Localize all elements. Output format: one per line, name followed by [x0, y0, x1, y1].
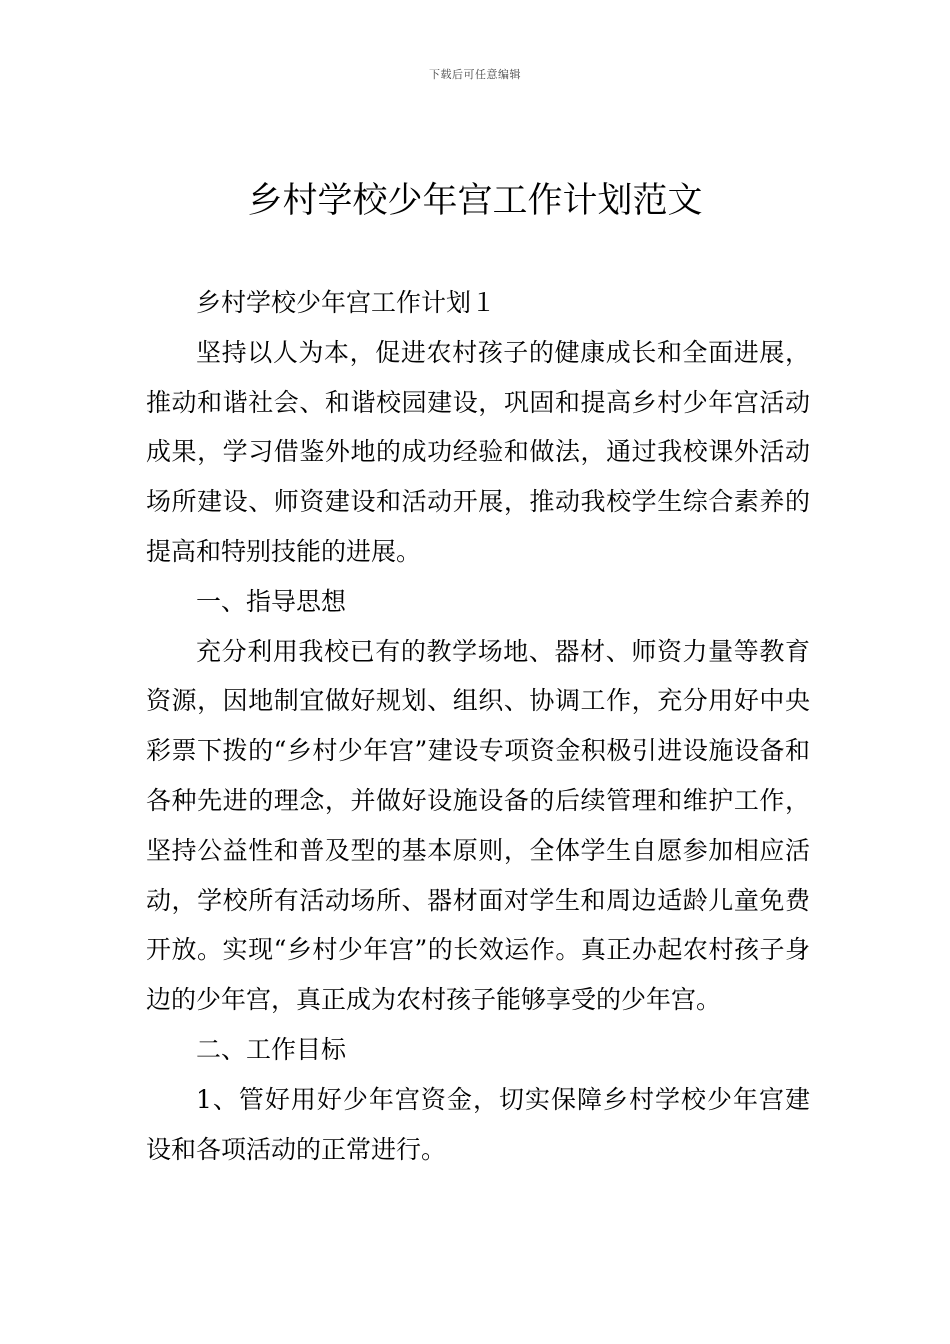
intro-paragraph: 坚持以人为本，促进农村孩子的健康成长和全面进展，推动和谐社会、和谐校园建设，巩固和提高乡村少年宫活动成果，学习借鉴外地的成功经验和做法，通过我校课外活动场所建设、师资建设和活动开展，推动我校学生综合素养的提高和特别技能的进展。 [146, 337, 810, 566]
section-heading-work-goals: 二、工作目标 [196, 1034, 347, 1064]
document-body [146, 278, 810, 1174]
section-paragraph-guiding-ideology: 充分利用我校已有的教学场地、器材、师资力量等教育资源，因地制宜做好规划、组织、协调工作，充分用好中央彩票下拨的“乡村少年宫”建设专项资金积极引进设施设备和各种先进的理念，并做好设施设备的后续管理和维护工作，坚持公益性和普及型的基本原则，全体学生自愿参加相应活动，学校所有活动场所、器材面对学生和周边适龄儿童免费开放。实现“乡村少年宫”的长效运作。真正办起农村孩子身边的少年宫，真正成为农村孩子能够享受的少年宫。 [146, 636, 810, 1015]
document-title: 乡村学校少年宫工作计划范文 [247, 181, 703, 221]
header-note: 下载后可任意编辑 [429, 68, 521, 81]
work-goal-item-1: 1、管好用好少年宫资金，切实保障乡村学校少年宫建设和各项活动的正常进行。 [146, 1084, 810, 1164]
plan-subtitle: 乡村学校少年宫工作计划１ [196, 288, 497, 317]
section-heading-guiding-ideology: 一、指导思想 [196, 586, 347, 616]
